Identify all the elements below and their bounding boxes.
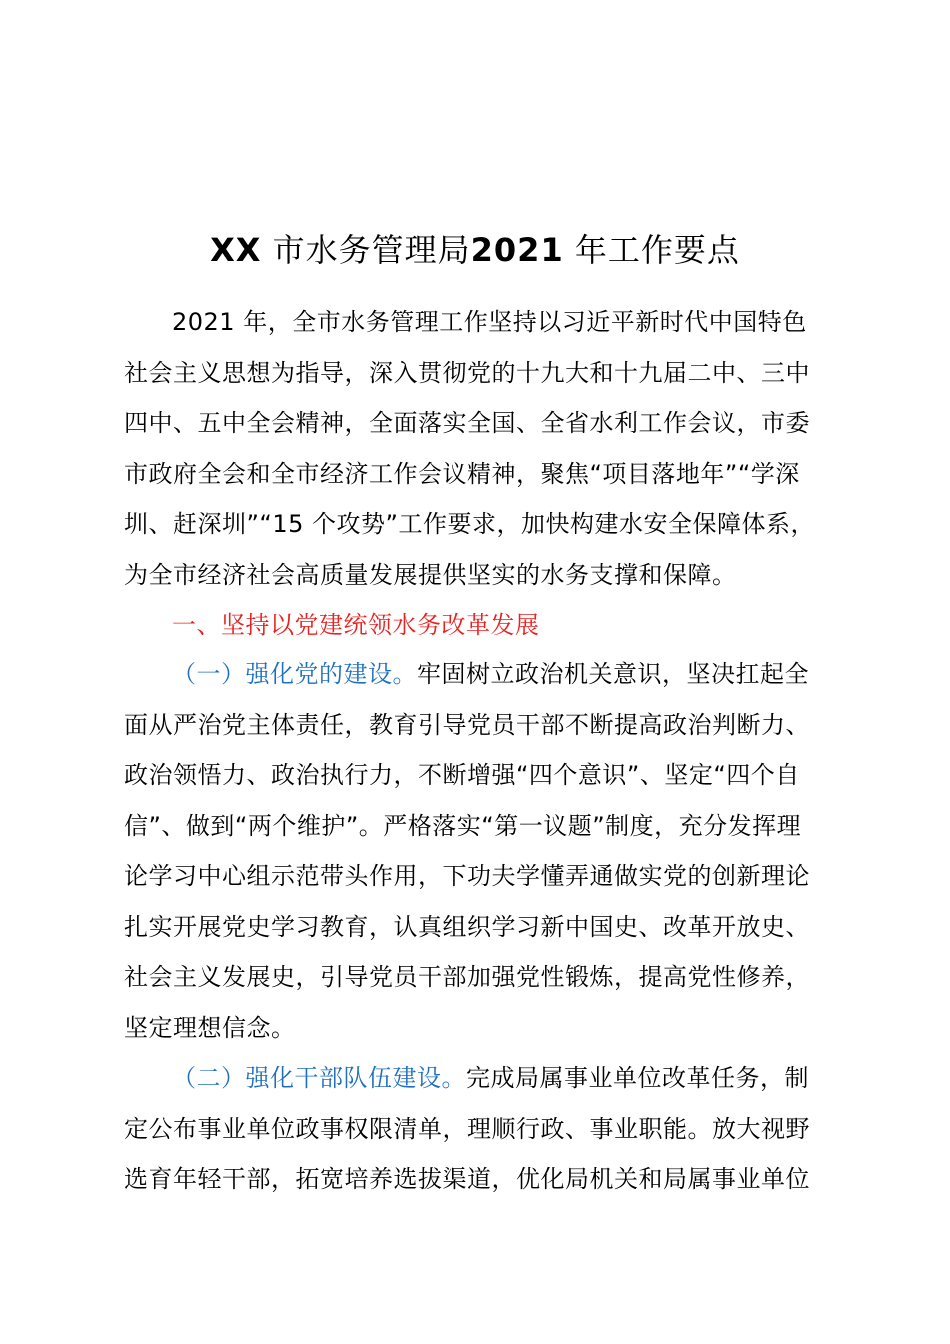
item-2-first-line — [172, 1062, 809, 1094]
item-1-line-3: 政治领悟力、政治执行力，不断增强“四个意识”、坚定“四个自 — [124, 761, 800, 789]
title-year: 2021 — [470, 231, 564, 269]
item-2-line-2: 定公布事业单位政事权限清单，理顺行政、事业职能。放大视野 — [124, 1115, 810, 1143]
item-2-first-text: 完成局属事业单位改革任务，制 — [466, 1064, 809, 1092]
item-1-heading: （一）强化党的建设。 — [172, 660, 417, 688]
item-1-line-4: 信”、做到“两个维护”。严格落实“第一议题”制度，充分发挥理 — [124, 812, 802, 840]
item-1-line-5: 论学习中心组示范带头作用，下功夫学懂弄通做实党的创新理论 — [124, 862, 810, 890]
title-prefix: XX — [210, 231, 262, 269]
section-1-heading: 一、坚持以党建统领水务改革发展 — [172, 611, 540, 639]
intro-line-3: 四中、五中全会精神，全面落实全国、全省水利工作会议，市委 — [124, 409, 810, 437]
title-part1: 市水务管理局 — [272, 231, 471, 269]
intro-line-5: 圳、赶深圳”“15 个攻势”工作要求，加快构建水安全保障体系， — [124, 510, 815, 538]
intro-line-2: 社会主义思想为指导，深入贯彻党的十九大和十九届二中、三中 — [124, 359, 810, 387]
item-1-first-text: 牢固树立政治机关意识，坚决扛起全 — [417, 660, 809, 688]
item-1-line-6: 扎实开展党史学习教育，认真组织学习新中国史、改革开放史、 — [124, 913, 810, 941]
document-title — [0, 226, 950, 274]
title-part2: 年工作要点 — [574, 231, 740, 269]
item-1-line-2: 面从严治党主体责任，教育引导党员干部不断提高政治判断力、 — [124, 711, 810, 739]
item-2-line-3: 选育年轻干部，拓宽培养选拔渠道，优化局机关和局属事业单位 — [124, 1165, 810, 1193]
intro-line-4: 市政府全会和全市经济工作会议精神，聚焦“项目落地年”“学深 — [124, 460, 800, 488]
intro-line-1: 2021 年，全市水务管理工作坚持以习近平新时代中国特色 — [172, 308, 807, 336]
intro-line-6: 为全市经济社会高质量发展提供坚实的水务支撑和保障。 — [124, 561, 737, 589]
item-1-line-7: 社会主义发展史，引导党员干部加强党性锻炼，提高党性修养， — [124, 963, 810, 991]
item-2-heading: （二）强化干部队伍建设。 — [172, 1064, 466, 1092]
item-1-first-line — [172, 658, 809, 690]
item-1-line-8: 坚定理想信念。 — [124, 1014, 296, 1042]
